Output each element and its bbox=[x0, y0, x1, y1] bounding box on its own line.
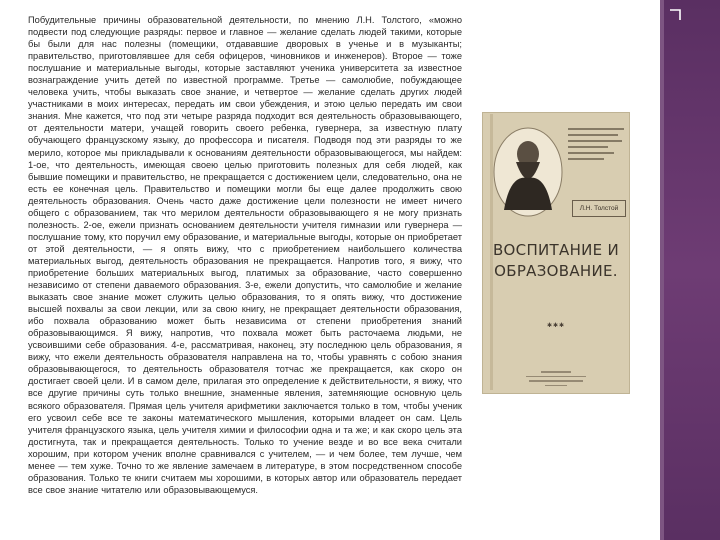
side-band-edge bbox=[660, 0, 664, 540]
cover-stars: ✱✱✱ bbox=[546, 323, 566, 329]
cover-title-line-2: ОБРАЗОВАНИЕ. bbox=[494, 262, 618, 280]
decorative-side-band bbox=[660, 0, 720, 540]
book-cover-image bbox=[482, 112, 630, 394]
corner-ornament-icon bbox=[668, 8, 682, 22]
cover-author: Л.Н. Толстой bbox=[572, 200, 626, 217]
cover-title bbox=[488, 240, 624, 282]
portrait-image bbox=[490, 124, 566, 220]
cover-subtitle-lines bbox=[568, 124, 624, 164]
body-text: Побудительные причины образовательной деятельности, по мнению Л.Н. Толстого, «можно подвести под следующие разряды: первое и главное — желание сделать людей такими, которые бы были для нас полезны (помещики, отдававшие дворовых в ученье и в музыканты; правительство, приготовлявшее для себя офицеров, чиновников и инженеров). Второе — тоже послушание и материальные выгоды, которые заставляют ученика университета за известное вознаграждение учить детей по известной программе. Третье — самолюбие, побуждающее человека учить, чтобы выказать свое знание, и четвертое — желание сделать других людей участниками в моих интересах, передать им свои убеждения, и этою целью передать им свои знания. Мне кажется, что под эти четыре разряда подходит вся деятельность образовывающего, от деятельности матери, учащей говорить своего ребенка, гувернера, за известную плату обучающего французскому языку, до профессора и писателя. Подводя под эти разряды то же мерило, которое мы прикладывали к основаниям деятельности образовывающегося, мы найдем: 1-ое, что деятельность, имеющая своею целью приготовить полезных для себя людей, как бывшие помещики и правительство, не прекращается с достижением цели, следовательно, она не есть ее конечная цель. Правительство и помещики могли бы еще далее продолжить свою деятельность образования. Очень часто даже достижение цели полезности не имеет ничего общего с образованием, так что мерилом деятельности образовывающего я не могу признать полезность. 2-ое, ежели признать основанием деятельности учителя гимназии или гувернера — послушание тому, кто поручил ему образование, и материальные выгоды, которые он приобретает от этой деятельности, — я опять вижу, что с приобретением наибольшего количества материальных выгод, деятельность образования не прекращается. Напротив того, я вижу, что приобретение больших материальных выгод, платимых за образование, часто совершенно независимо от степени даваемого образования. 3-е, ежели допустить, что самолюбие и желание выказать свое знание может служить целью образования, то я опять вижу, что достижение высшей похвалы за свои лекции, или за свою книгу, не прекращает деятельности образования, ибо похвала образованию может быть независима от степени приобретения знаний образовывающимся. Я вижу, напротив, что похвала может быть расточаема людьми, не усвоившими себе образования. 4-е, рассматривая, наконец, эту последнюю цель образования, я вижу, что ежели деятельность образователя направлена на то, чтобы уравнять с собою знания образовывающегося, то деятельность образователя тотчас же прекращается, как скоро он достигает своей цели. И в самом деле, прилагая это определение к действительности, я вижу, что все другие причины суть только внешние, знаменные явления, затемняющие основную цель всякого образователя. Прямая цель учителя арифметики заключается только в том, чтобы ученик его усвоил себе все те законы математического мышления, которыми владеет он сам. Цель учителя французского языка, цель учителя химии и философии одна и та же; и как скоро цель эта достигнута, так и прекращается деятельность. Только то учение везде и во все века считали хорошим, при котором ученик вполне сравнивался с учителем, — и чем более, тем лучше, чем менее — тем хуже. Точно то же явление замечаем в литературе, в этом посредственном способе образования. Только те книги считаем мы хорошими, в которых автор или образователь передает все свое знание читателю или образовывающемуся. bbox=[28, 15, 462, 495]
cover-publisher-lines bbox=[526, 368, 586, 389]
cover-title-line-1: ВОСПИТАНИЕ И bbox=[492, 241, 620, 259]
